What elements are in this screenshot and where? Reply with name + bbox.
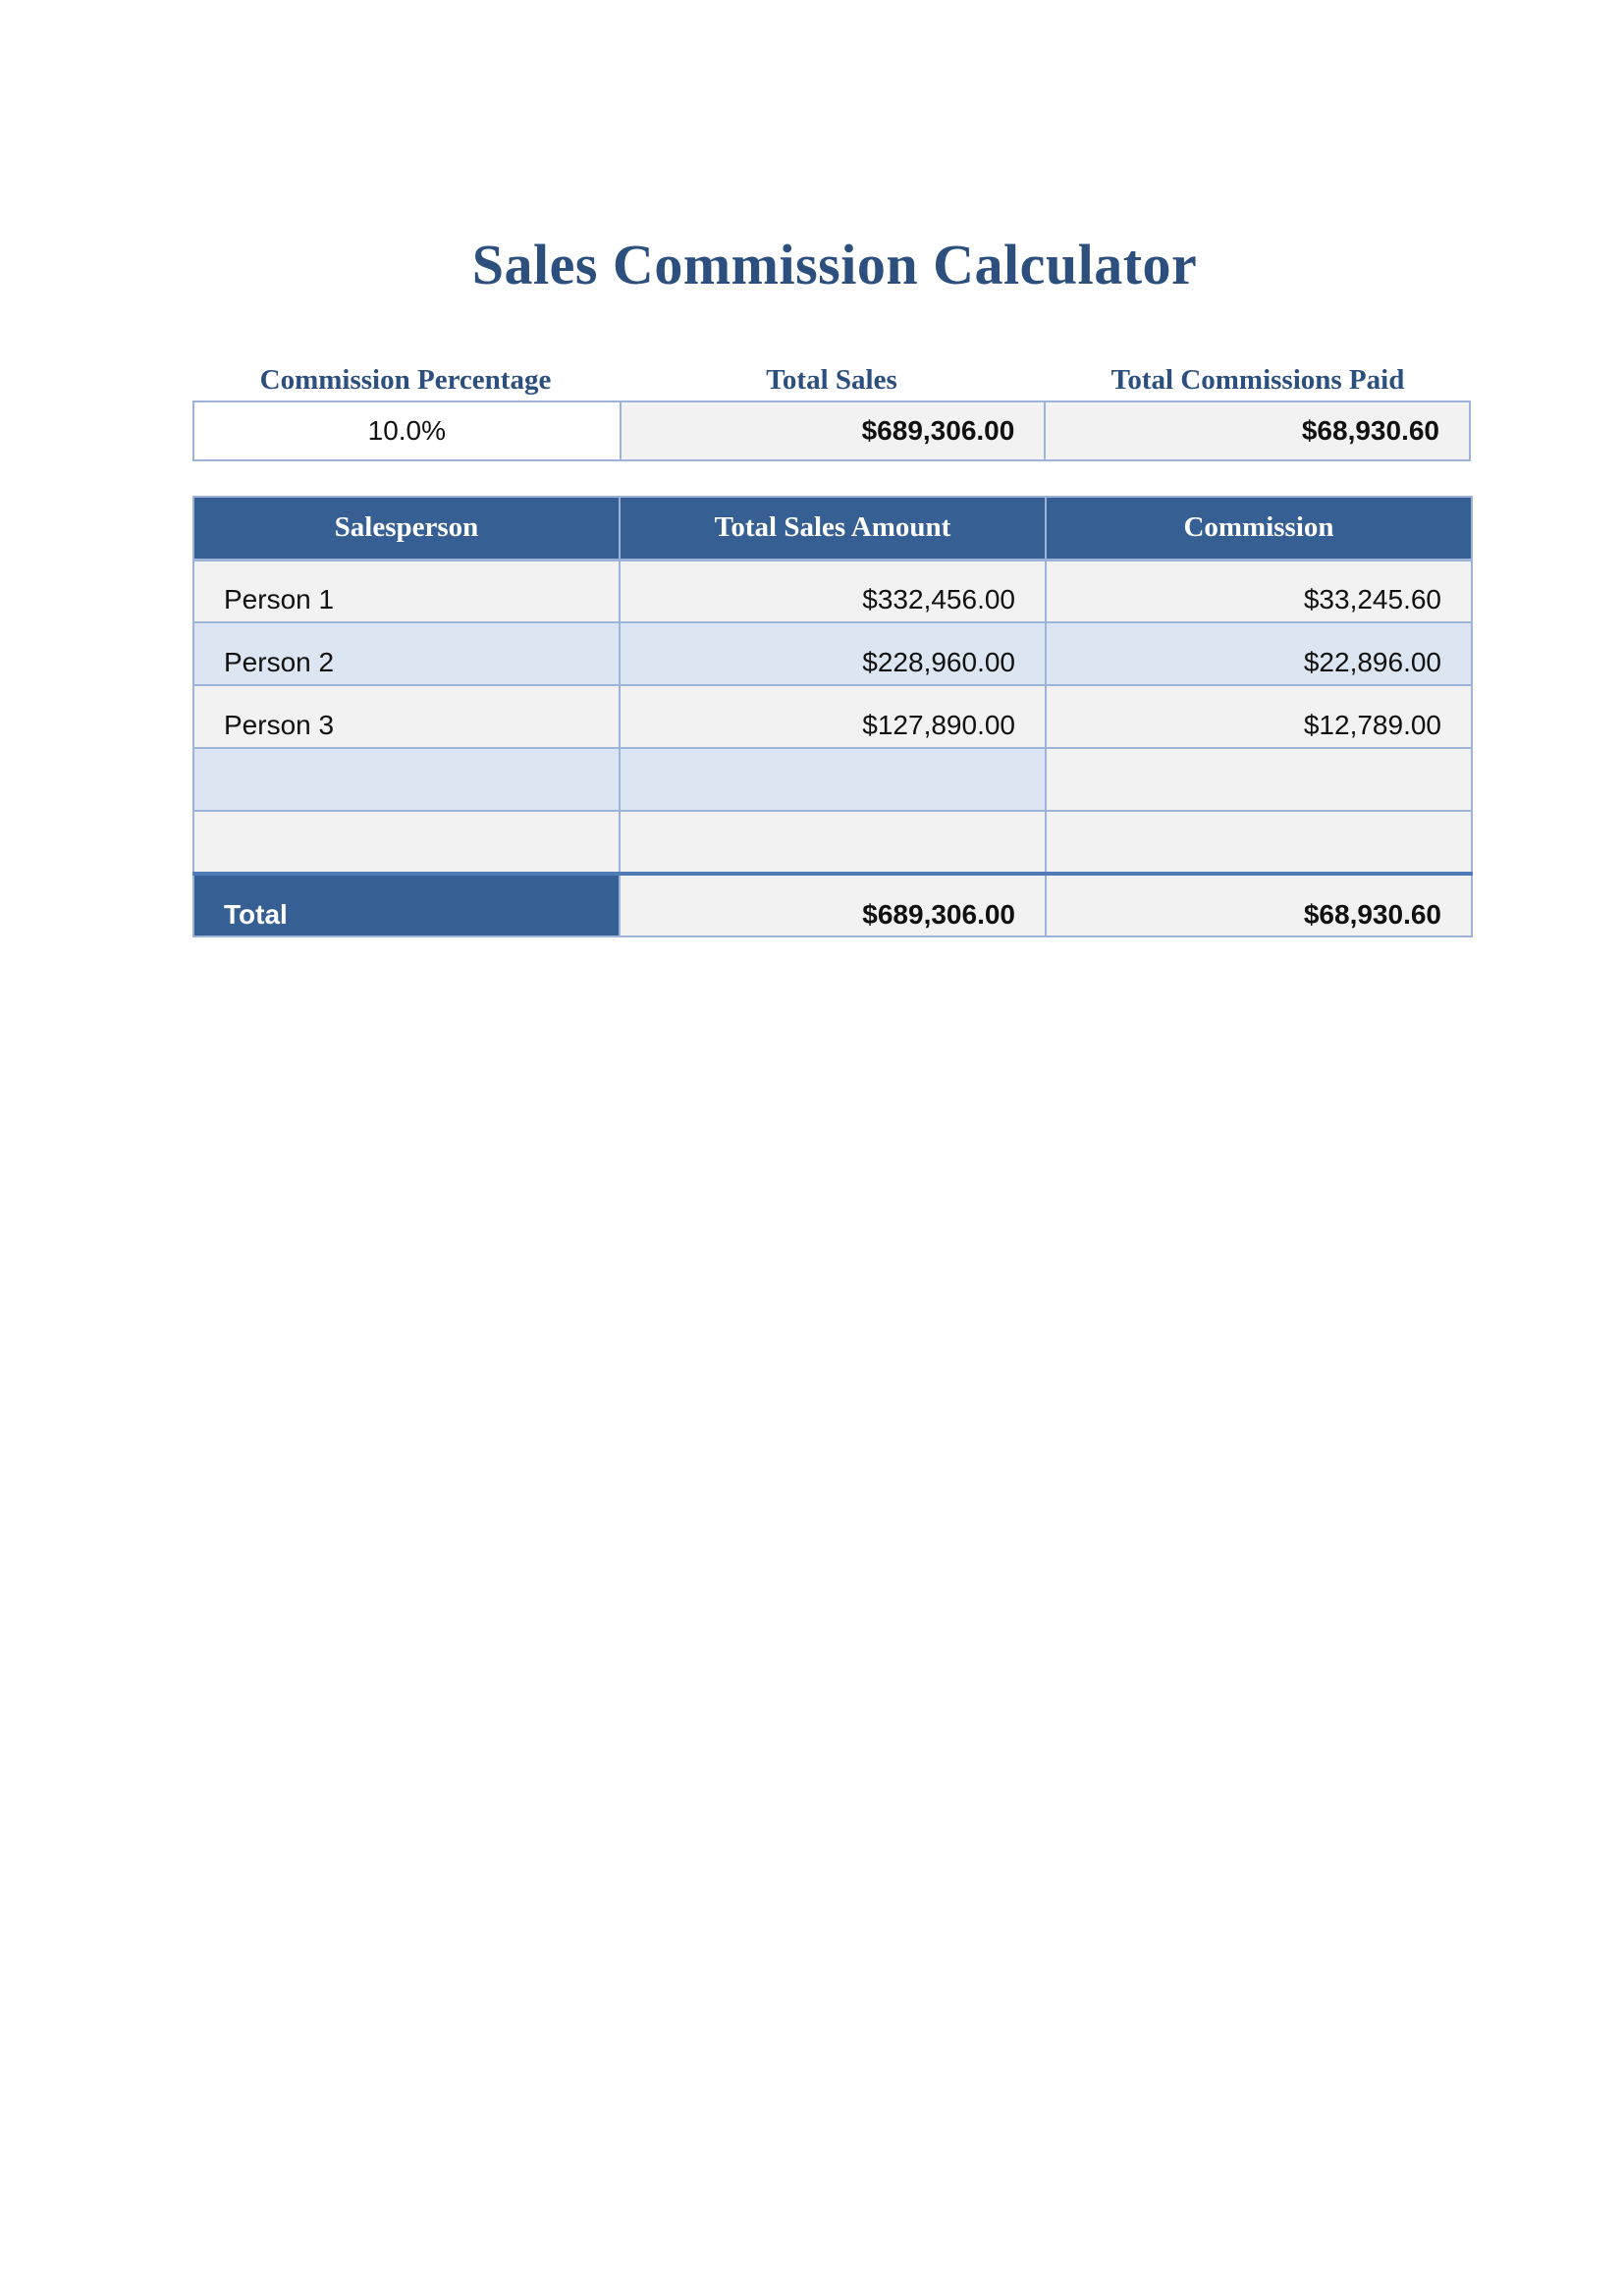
sales-amount-cell[interactable]: $228,960.00: [620, 622, 1046, 685]
total-sales-cell: $689,306.00: [620, 402, 1045, 459]
total-row: [193, 874, 1472, 936]
commission-percentage-cell[interactable]: 10.0%: [194, 402, 620, 459]
total-sales-amount-cell: $689,306.00: [620, 874, 1046, 936]
salesperson-cell[interactable]: [193, 811, 620, 874]
summary-labels: [192, 359, 1471, 400]
summary-section: [192, 359, 1471, 461]
commission-percentage-label: Commission Percentage: [259, 364, 552, 396]
table-header-row: [193, 497, 1472, 560]
table-row: [193, 560, 1472, 622]
total-label: Total: [193, 874, 620, 936]
salesperson-cell[interactable]: Person 1: [193, 560, 620, 622]
sales-amount-cell[interactable]: $332,456.00: [620, 560, 1046, 622]
total-commission-cell: $68,930.60: [1046, 874, 1472, 936]
salesperson-header: Salesperson: [193, 497, 620, 560]
total-sales-amount-header: Total Sales Amount: [620, 497, 1046, 560]
commission-cell: $12,789.00: [1046, 685, 1472, 748]
page-title: Sales Commission Calculator: [471, 233, 1198, 296]
total-commissions-paid-label: Total Commissions Paid: [1110, 364, 1405, 396]
total-commissions-paid-cell: $68,930.60: [1044, 402, 1469, 459]
table-row: [193, 622, 1472, 685]
summary-values: [192, 400, 1471, 461]
table-row: [193, 811, 1472, 874]
sales-amount-cell[interactable]: [620, 748, 1046, 811]
table-row: [193, 685, 1472, 748]
commission-header: Commission: [1046, 497, 1472, 560]
commission-table: [192, 496, 1473, 937]
sales-amount-cell[interactable]: $127,890.00: [620, 685, 1046, 748]
table-row: [193, 748, 1472, 811]
commission-cell: [1046, 811, 1472, 874]
commission-cell: $33,245.60: [1046, 560, 1472, 622]
salesperson-cell[interactable]: Person 3: [193, 685, 620, 748]
total-sales-label: Total Sales: [766, 364, 897, 396]
salesperson-cell[interactable]: Person 2: [193, 622, 620, 685]
sales-amount-cell[interactable]: [620, 811, 1046, 874]
salesperson-cell[interactable]: [193, 748, 620, 811]
commission-cell: $22,896.00: [1046, 622, 1472, 685]
commission-cell: [1046, 748, 1472, 811]
